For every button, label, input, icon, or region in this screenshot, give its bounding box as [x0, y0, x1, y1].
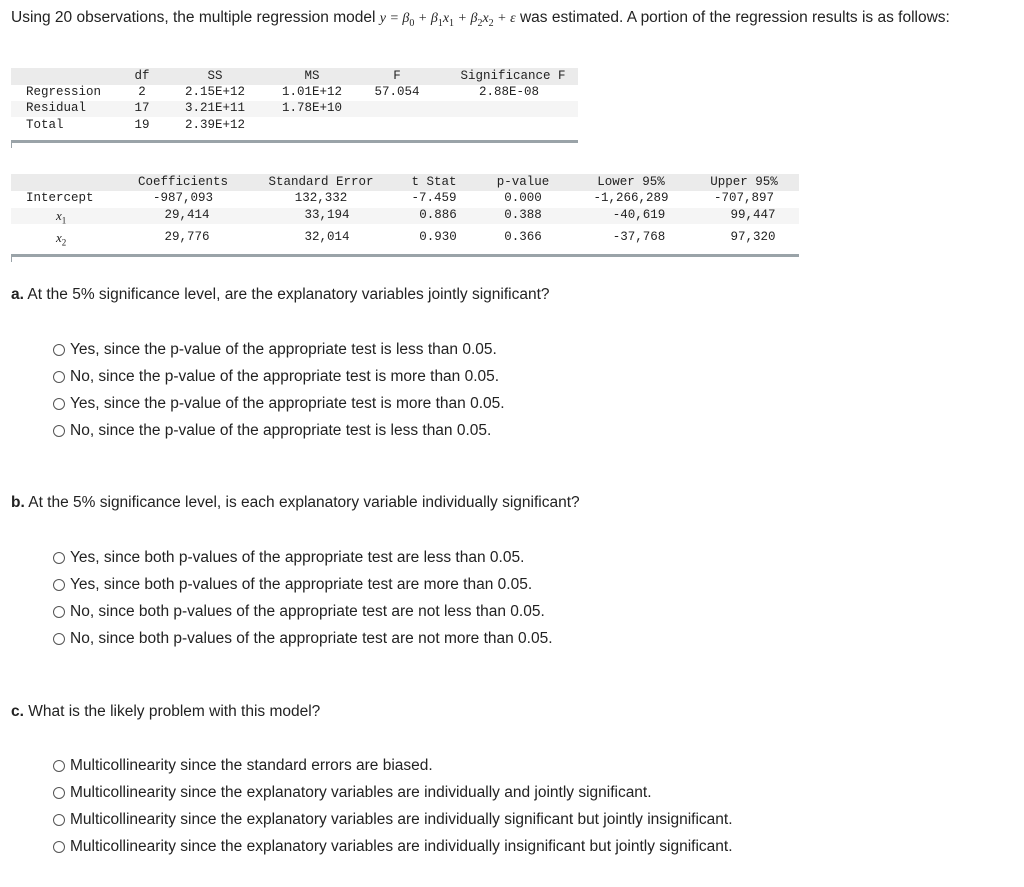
- radio-button-icon[interactable]: [53, 425, 65, 437]
- option-text: Multicollinearity since the explanatory variables are individually significant but jointly insignificant.: [70, 811, 733, 828]
- radio-button-icon[interactable]: [53, 606, 65, 618]
- anova-row-label: Residual: [26, 101, 87, 115]
- radio-button-icon[interactable]: [53, 633, 65, 645]
- answer-option-b4[interactable]: [53, 629, 553, 649]
- coef-row-label: Intercept: [26, 191, 94, 205]
- anova-header-sigf: Significance F: [460, 69, 566, 83]
- answer-option-a1[interactable]: [53, 340, 497, 360]
- anova-cell-ss: 2.39E+12: [184, 118, 246, 132]
- anova-cell-ms: 1.78E+10: [281, 101, 343, 115]
- coef-header-p-value: p-value: [496, 175, 550, 189]
- question-b: [11, 494, 580, 512]
- answer-option-a3[interactable]: [53, 394, 505, 414]
- answer-option-b3[interactable]: [53, 602, 545, 622]
- option-text: Multicollinearity since the explanatory variables are individually and jointly significant.: [70, 784, 652, 801]
- question-text: What is the likely problem with this model?: [28, 703, 321, 720]
- radio-button-icon[interactable]: [53, 344, 65, 356]
- coef-cell-coefficient: 29,414: [164, 208, 210, 222]
- answer-option-c2[interactable]: [53, 783, 652, 803]
- anova-table: [11, 68, 581, 154]
- coef-header-std-error: Standard Error: [268, 175, 374, 189]
- question-text: At the 5% significance level, are the explanatory variables jointly significant?: [27, 286, 550, 303]
- anova-cell-df: 17: [134, 101, 150, 115]
- anova-cell-df: 19: [134, 118, 150, 132]
- question-c: [11, 703, 320, 721]
- radio-button-icon[interactable]: [53, 398, 65, 410]
- answer-option-c3[interactable]: [53, 810, 733, 830]
- anova-row-label: Regression: [26, 85, 102, 99]
- radio-button-icon[interactable]: [53, 579, 65, 591]
- option-text: No, since both p-values of the appropriate test are not less than 0.05.: [70, 603, 545, 620]
- coef-header-bar: [11, 174, 799, 191]
- coef-band: [11, 208, 799, 224]
- option-text: Yes, since both p-values of the appropriate test are less than 0.05.: [70, 549, 525, 566]
- answer-option-c1[interactable]: [53, 756, 433, 776]
- coef-cell-lower: -37,768: [612, 230, 666, 244]
- intro-text-after: was estimated. A portion of the regression results is as follows:: [515, 9, 950, 26]
- anova-header-ss: SS: [207, 69, 223, 83]
- coef-cell-upper: 97,320: [730, 230, 776, 244]
- coef-header-t-stat: t Stat: [411, 175, 457, 189]
- answer-option-b1[interactable]: [53, 548, 524, 568]
- anova-row-label: Total: [26, 118, 64, 132]
- option-text: Multicollinearity since the standard errors are biased.: [70, 757, 433, 774]
- answer-option-a2[interactable]: [53, 367, 499, 387]
- coef-bottom-rule: [11, 254, 799, 257]
- coef-cell-upper: 99,447: [730, 208, 776, 222]
- coef-header-upper: Upper 95%: [710, 175, 778, 189]
- coef-cell-p-value: 0.366: [504, 230, 542, 244]
- anova-header-f: F: [393, 69, 401, 83]
- option-text: Multicollinearity since the explanatory variables are individually insignificant but jointly significant.: [70, 838, 733, 855]
- question-letter: a.: [11, 286, 24, 303]
- coef-cell-coefficient: 29,776: [164, 230, 210, 244]
- coefficients-table: [11, 174, 803, 266]
- anova-cell-df: 2: [138, 85, 146, 99]
- anova-left-tick: [11, 140, 12, 148]
- answer-option-a4[interactable]: [53, 421, 491, 441]
- coef-cell-std-error: 32,014: [304, 230, 350, 244]
- option-text: No, since both p-values of the appropriate test are not more than 0.05.: [70, 630, 553, 647]
- anova-cell-f: 57.054: [374, 85, 420, 99]
- coef-cell-p-value: 0.000: [504, 191, 542, 205]
- radio-button-icon[interactable]: [53, 787, 65, 799]
- radio-button-icon[interactable]: [53, 760, 65, 772]
- intro-text-before: Using 20 observations, the multiple regression model: [11, 9, 380, 26]
- radio-button-icon[interactable]: [53, 371, 65, 383]
- coef-cell-t-stat: 0.930: [419, 230, 457, 244]
- option-text: No, since the p-value of the appropriate test is more than 0.05.: [70, 368, 500, 385]
- question-letter: b.: [11, 494, 25, 511]
- option-text: Yes, since both p-values of the appropriate test are more than 0.05.: [70, 576, 533, 593]
- option-text: Yes, since the p-value of the appropriate test is less than 0.05.: [70, 341, 497, 358]
- anova-cell-ms: 1.01E+12: [281, 85, 343, 99]
- answer-option-c4[interactable]: [53, 837, 733, 857]
- coef-cell-upper: -707,897: [713, 191, 775, 205]
- radio-button-icon[interactable]: [53, 814, 65, 826]
- coef-cell-p-value: 0.388: [504, 208, 542, 222]
- anova-header-ms: MS: [304, 69, 320, 83]
- question-a: [11, 286, 550, 304]
- radio-button-icon[interactable]: [53, 841, 65, 853]
- coef-row-label-x1: $x_1$: [56, 208, 67, 226]
- regression-equation: $y = \beta_0 + \beta_1x_1 + \beta_2x_2 + \varepsilon$: [379, 11, 516, 29]
- coef-cell-lower: -40,619: [612, 208, 666, 222]
- anova-cell-ss: 2.15E+12: [184, 85, 246, 99]
- anova-cell-ss: 3.21E+11: [184, 101, 246, 115]
- coef-cell-std-error: 33,194: [304, 208, 350, 222]
- anova-cell-sigf: 2.88E-08: [478, 85, 540, 99]
- intro-text: [11, 7, 1001, 34]
- question-letter: c.: [11, 703, 24, 720]
- coef-cell-t-stat: 0.886: [419, 208, 457, 222]
- question-text: At the 5% significance level, is each explanatory variable individually significant?: [28, 494, 580, 511]
- coef-cell-t-stat: -7.459: [411, 191, 457, 205]
- option-text: No, since the p-value of the appropriate test is less than 0.05.: [70, 422, 492, 439]
- coef-row-label-x2: $x_2$: [56, 230, 67, 248]
- coef-header-coefficients: Coefficients: [137, 175, 229, 189]
- option-text: Yes, since the p-value of the appropriate test is more than 0.05.: [70, 395, 505, 412]
- coef-cell-std-error: 132,332: [294, 191, 348, 205]
- coef-cell-lower: -1,266,289: [593, 191, 669, 205]
- coef-cell-coefficient: -987,093: [152, 191, 214, 205]
- anova-bottom-rule: [11, 140, 578, 143]
- coef-left-tick: [11, 254, 12, 262]
- answer-option-b2[interactable]: [53, 575, 532, 595]
- radio-button-icon[interactable]: [53, 552, 65, 564]
- coef-header-lower: Lower 95%: [597, 175, 665, 189]
- anova-header-df: df: [134, 69, 150, 83]
